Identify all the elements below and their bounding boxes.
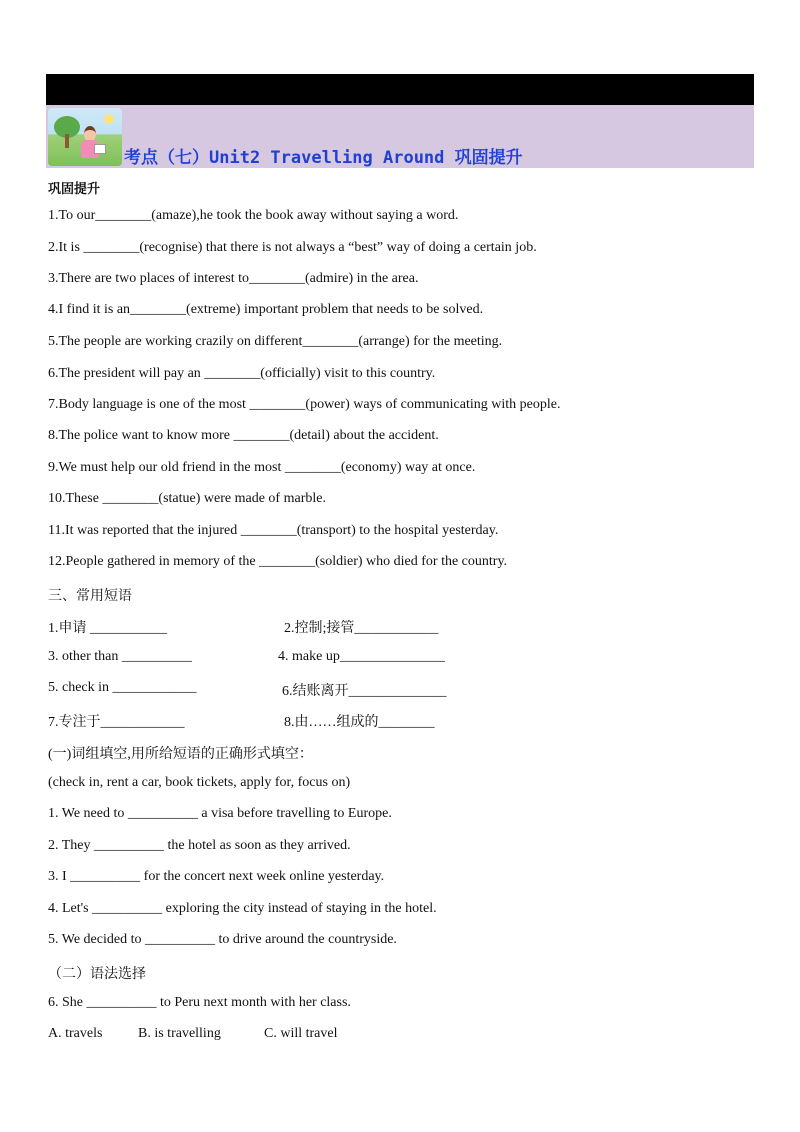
fill-item-2: 2. They __________ the hotel as soon as they arrived. [48,838,351,853]
fill-options: (check in, rent a car, book tickets, apply for, focus on) [48,775,351,790]
phrase-8: 8.由……组成的________ [284,715,435,730]
exercise-2: 2.It is ________(recognise) that there is not always a “best” way of doing a certain job. [48,240,537,255]
phrase-7: 7.专注于____________ [48,715,185,730]
exercise-12: 12.People gathered in memory of the ________(soldier) who died for the country. [48,554,508,569]
fill-item-1: 1. We need to __________ a visa before travelling to Europe. [48,806,392,821]
grammar-option-c: C. will travel [264,1026,338,1041]
section-title: 巩固提升 [48,182,101,197]
header-black-bar [46,74,754,105]
title-band [46,105,754,168]
fill-item-5: 5. We decided to __________ to drive around the countryside. [48,932,397,947]
phrase-5: 5. check in ____________ [48,680,197,695]
exercise-6: 6.The president will pay an ________(officially) visit to this country. [48,366,436,381]
exercise-11: 11.It was reported that the injured ________(transport) to the hospital yesterday. [48,523,499,538]
exercise-9: 9.We must help our old friend in the most ________(economy) way at once. [48,460,476,475]
cartoon-girl-reading-image [48,108,122,166]
grammar-question: 6. She __________ to Peru next month with her class. [48,995,351,1010]
exercise-10: 10.These ________(statue) were made of marble. [48,491,326,506]
exercise-1: 1.To our________(amaze),he took the book away without saying a word. [48,208,459,223]
phrase-2: 2.控制;接管____________ [284,621,439,636]
grammar-option-b: B. is travelling [138,1026,221,1041]
phrase-1: 1.申请 ___________ [48,621,167,636]
fill-item-4: 4. Let's __________ exploring the city instead of staying in the hotel. [48,901,437,916]
exercise-7: 7.Body language is one of the most ________(power) ways of communicating with people. [48,397,561,412]
fill-item-3: 3. I __________ for the concert next week online yesterday. [48,869,385,884]
exercise-5: 5.The people are working crazily on different________(arrange) for the meeting. [48,334,503,349]
phrase-3: 3. other than __________ [48,649,192,664]
exercise-8: 8.The police want to know more ________(detail) about the accident. [48,428,439,443]
fill-heading: (一)词组填空,用所给短语的正确形式填空： [48,747,313,762]
page-title: 考点（七）Unit2 Travelling Around 巩固提升 [124,148,523,168]
phrase-4: 4. make up_______________ [278,649,445,664]
phrases-heading: 三、常用短语 [48,589,132,604]
exercise-4: 4.I find it is an________(extreme) important problem that needs to be solved. [48,302,484,317]
grammar-heading: （二）语法选择 [48,967,146,982]
exercise-3: 3.There are two places of interest to________(admire) in the area. [48,271,419,286]
phrase-6: 6.结账离开______________ [282,684,447,699]
grammar-option-a: A. travels [48,1026,103,1041]
